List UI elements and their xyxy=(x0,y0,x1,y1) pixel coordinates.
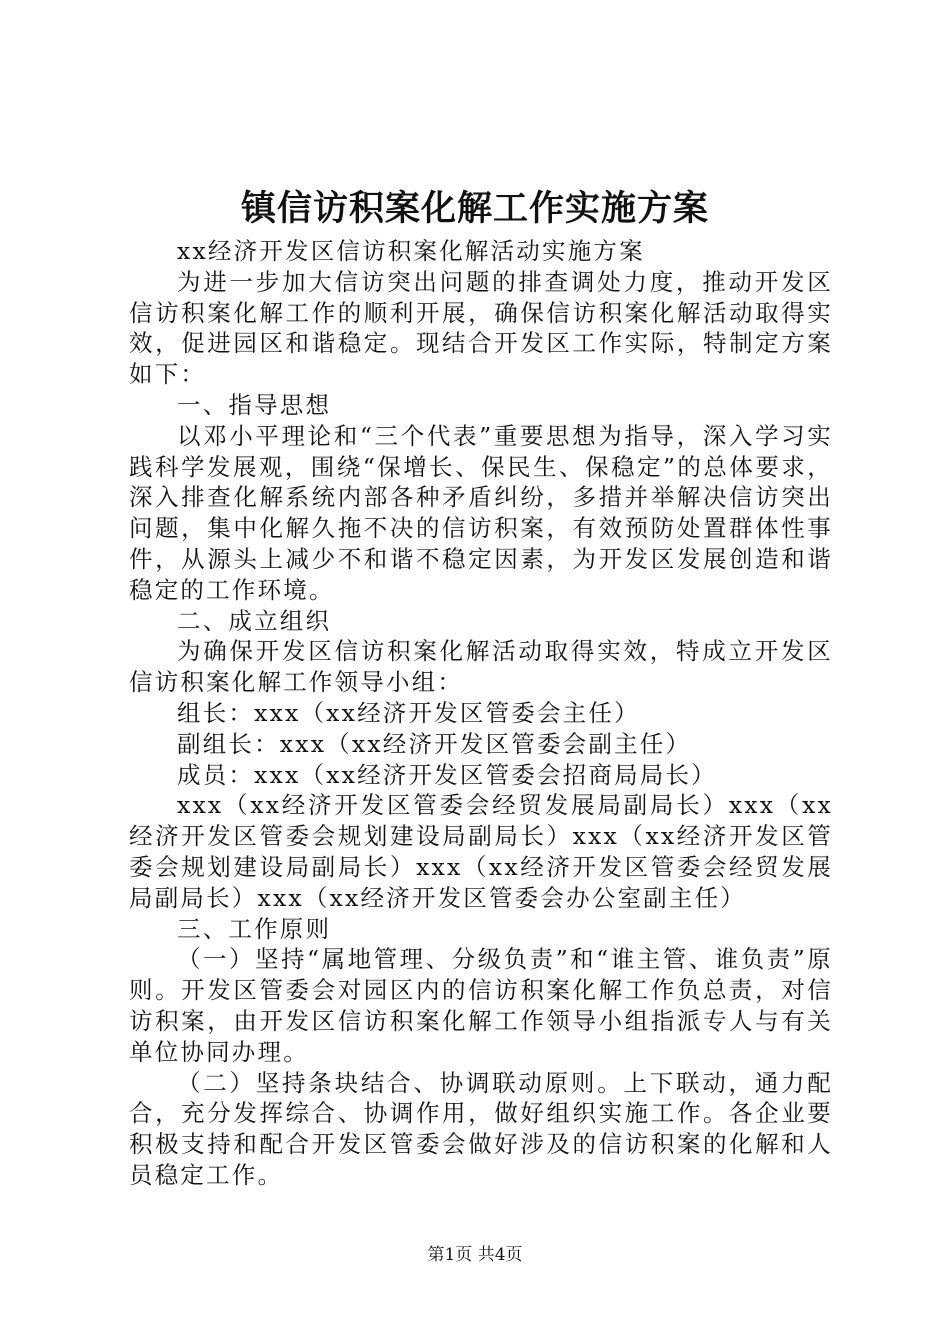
paragraph-principle-two: （二）坚持条块结合、协调联动原则。上下联动，通力配合，充分发挥综合、协调作用，做好组织实施工作。各企业要积极支持和配合开发区管委会做好涉及的信访积案的化解和人员稳定工作。 xyxy=(129,1068,833,1189)
section-heading-principles: 三、工作原则 xyxy=(177,914,332,943)
document-body xyxy=(129,236,833,1191)
paragraph-guiding-ideology: 以邓小平理论和“三个代表”重要思想为指导，深入学习实践科学发展观，围绕“保增长、保民生、保稳定”的总体要求，深入排查化解系统内部各种矛盾纠纷，多措并举解决信访突出问题，集中化解久拖不决的信访积案，有效预防处置群体性事件，从源头上减少不和谐不稳定因素，为开发区发展创造和谐稳定的工作环境。 xyxy=(129,421,833,604)
line-deputy-leader: 副组长：xxx（xx经济开发区管委会副主任） xyxy=(177,729,692,758)
line-members: 成员：xxx（xx经济开发区管委会招商局局长） xyxy=(177,760,717,789)
paragraph-subtitle: xx经济开发区信访积案化解活动实施方案 xyxy=(177,237,645,265)
paragraph-principle-one: （一）坚持“属地管理、分级负责”和“谁主管、谁负责”原则。开发区管委会对园区内的信访积案化解工作负总责，对信访积案，由开发区信访积案化解工作领导小组指派专人与有关单位协同办理。 xyxy=(129,945,833,1066)
page-number: 第1页 共4页 xyxy=(427,1245,523,1265)
section-heading-guiding-ideology: 一、指导思想 xyxy=(177,390,332,419)
paragraph-organization: 为确保开发区信访积案化解活动取得实效，特成立开发区信访积案化解工作领导小组： xyxy=(129,637,833,697)
document-title: 镇信访积案化解工作实施方案 xyxy=(240,188,709,229)
paragraph-intro: 为进一步加大信访突出问题的排查调处力度，推动开发区信访积案化解工作的顺利开展，确保信访积案化解活动取得实效，促进园区和谐稳定。现结合开发区工作实际，特制定方案如下： xyxy=(129,267,833,389)
section-heading-organization: 二、成立组织 xyxy=(177,606,332,635)
paragraph-member-list: xxx（xx经济开发区管委会经贸发展局副局长）xxx（xx经济开发区管委会规划建设局副局长）xxx（xx经济开发区管委会规划建设局副局长）xxx（xx经济开发区管委会经贸发展局副局长）xxx（xx经济开发区管委会办公室副主任） xyxy=(129,791,833,912)
line-group-leader: 组长：xxx（xx经济开发区管委会主任） xyxy=(177,698,640,727)
